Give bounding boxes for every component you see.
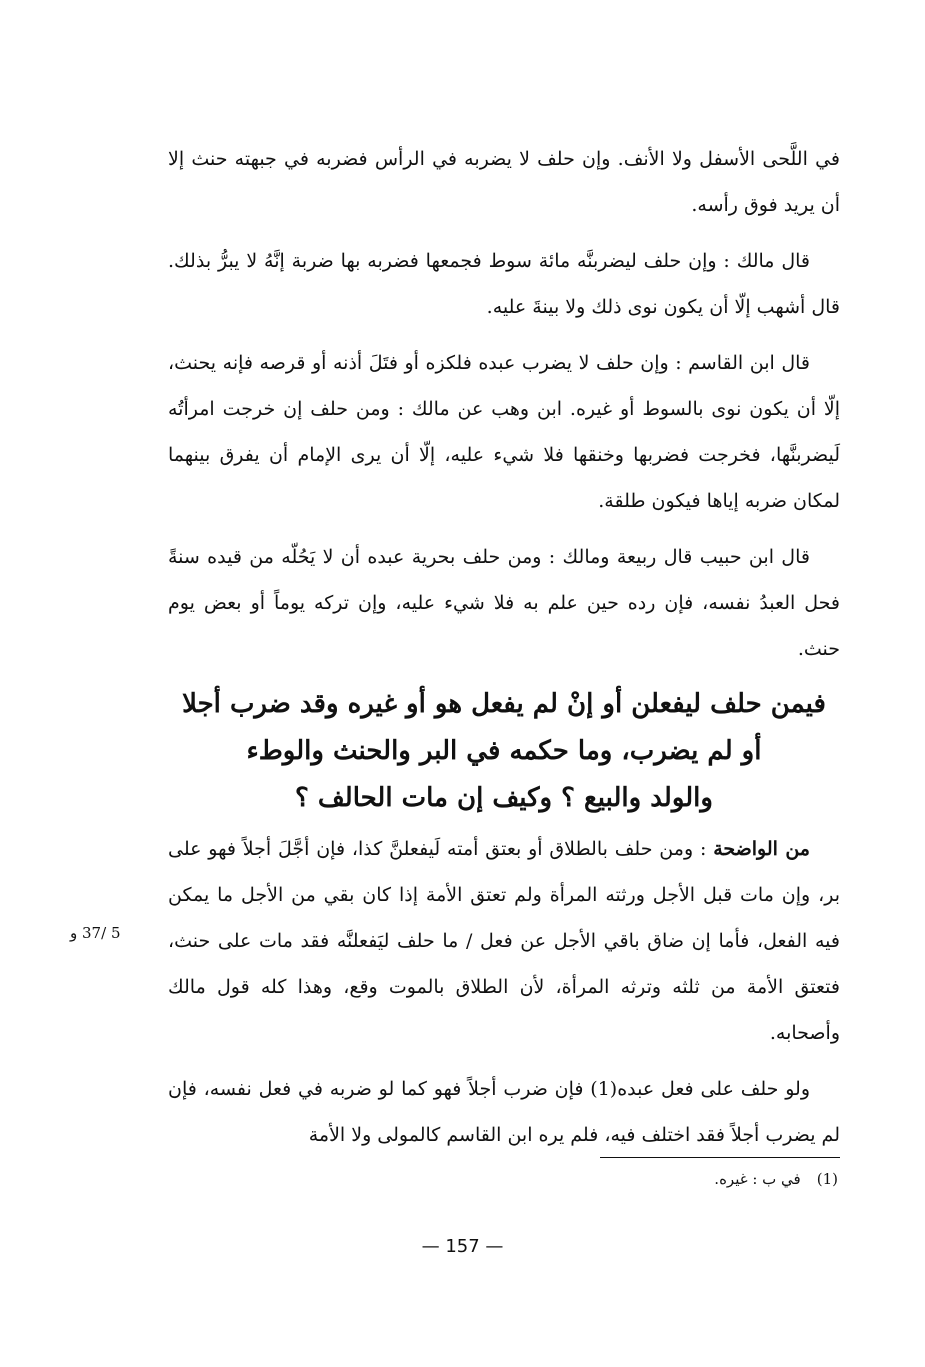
heading-line-2: أو لم يضرب، وما حكمه في البر والحنث والوطء (246, 736, 762, 766)
paragraph-6: ولو حلف على فعل عبده(1) فإن ضرب أجلاً فهو كما لو ضربه في فعل نفسه، فإن لم يضرب أجلاً فقد اختلف فيه، فلم يره ابن القاسم كالمولى ولا الأمة (168, 1078, 840, 1146)
paragraph-4: قال ابن حبيب قال ربيعة ومالك : ومن حلف بحرية عبده أن لا يَحُلّه من قيده سنةً فحل العبدُ نفسه، فإن رده حين علم به فلا شيء عليه، وإن تركه يوماً أو بعض يوم حنث. (168, 546, 840, 660)
source-label: من الواضحة (713, 838, 810, 860)
footnote (560, 1170, 838, 1188)
paragraph-2: قال مالك : وإن حلف ليضربنَّه مائة سوط فجمعها فضربه بها ضربة إنَّهُ لا يبرُّ بذلك. قال أشهب إلّا أن يكون نوى ذلك ولا بينةَ عليه. (168, 250, 840, 318)
paragraph-1: في اللَّحى الأسفل ولا الأنف. وإن حلف لا يضربه في الرأس فضربه في جبهته حنث إلا أن يريد فوق رأسه. (168, 148, 840, 216)
footnote-divider (600, 1157, 840, 1158)
footnote-text: في ب : غيره. (714, 1170, 801, 1188)
footnote-number: (1) (816, 1170, 838, 1188)
paragraph-5 (168, 826, 840, 1056)
manuscript-folio-note: 5 /37 و (70, 924, 121, 942)
page-number: — 157 — (421, 1236, 504, 1257)
text-block-top (168, 136, 840, 672)
section-heading (168, 681, 840, 822)
paragraph-3: قال ابن القاسم : وإن حلف لا يضرب عبده فلكزه أو فتَلَ أذنه أو قرصه فإنه يحنث، إلّا أن يكون نوى بالسوط أو غيره. ابن وهب عن مالك : ومن حلف إن خرجت امرأتُه لَيضربنَّها، فخرجت فضربها وخنقها فلا شيء عليه، إلّا أن يرى الإمام أن يفرق بينهما لمكان ضربه إياها فيكون طلقة. (168, 352, 840, 512)
heading-line-1: فيمن حلف ليفعلن أو إنْ لم يفعل هو أو غيره وقد ضرب أجلا (182, 689, 826, 719)
paragraph-5-body: : ومن حلف بالطلاق أو بعتق أمته لَيفعلنَّ كذا، فإن أجَّلَ أجلاً فهو على بر، وإن مات قبل الأجل ورثته المرأة ولم تعتق الأمة إذا كان بقي من الأجل ما يمكن فيه الفعل، فأما إن ضاق باقي الأجل عن فعل / ما حلف ليَفعلنَّه فقد مات على حنث، فتعتق الأمة من ثلثه وترثه المرأة، لأن الطلاق بالموت وقع، وهذا كله قول مالك وأصحابه. (168, 838, 840, 1044)
heading-line-3: والولد والبيع ؟ وكيف إن مات الحالف ؟ (295, 783, 713, 813)
text-block-bottom (168, 826, 840, 1158)
